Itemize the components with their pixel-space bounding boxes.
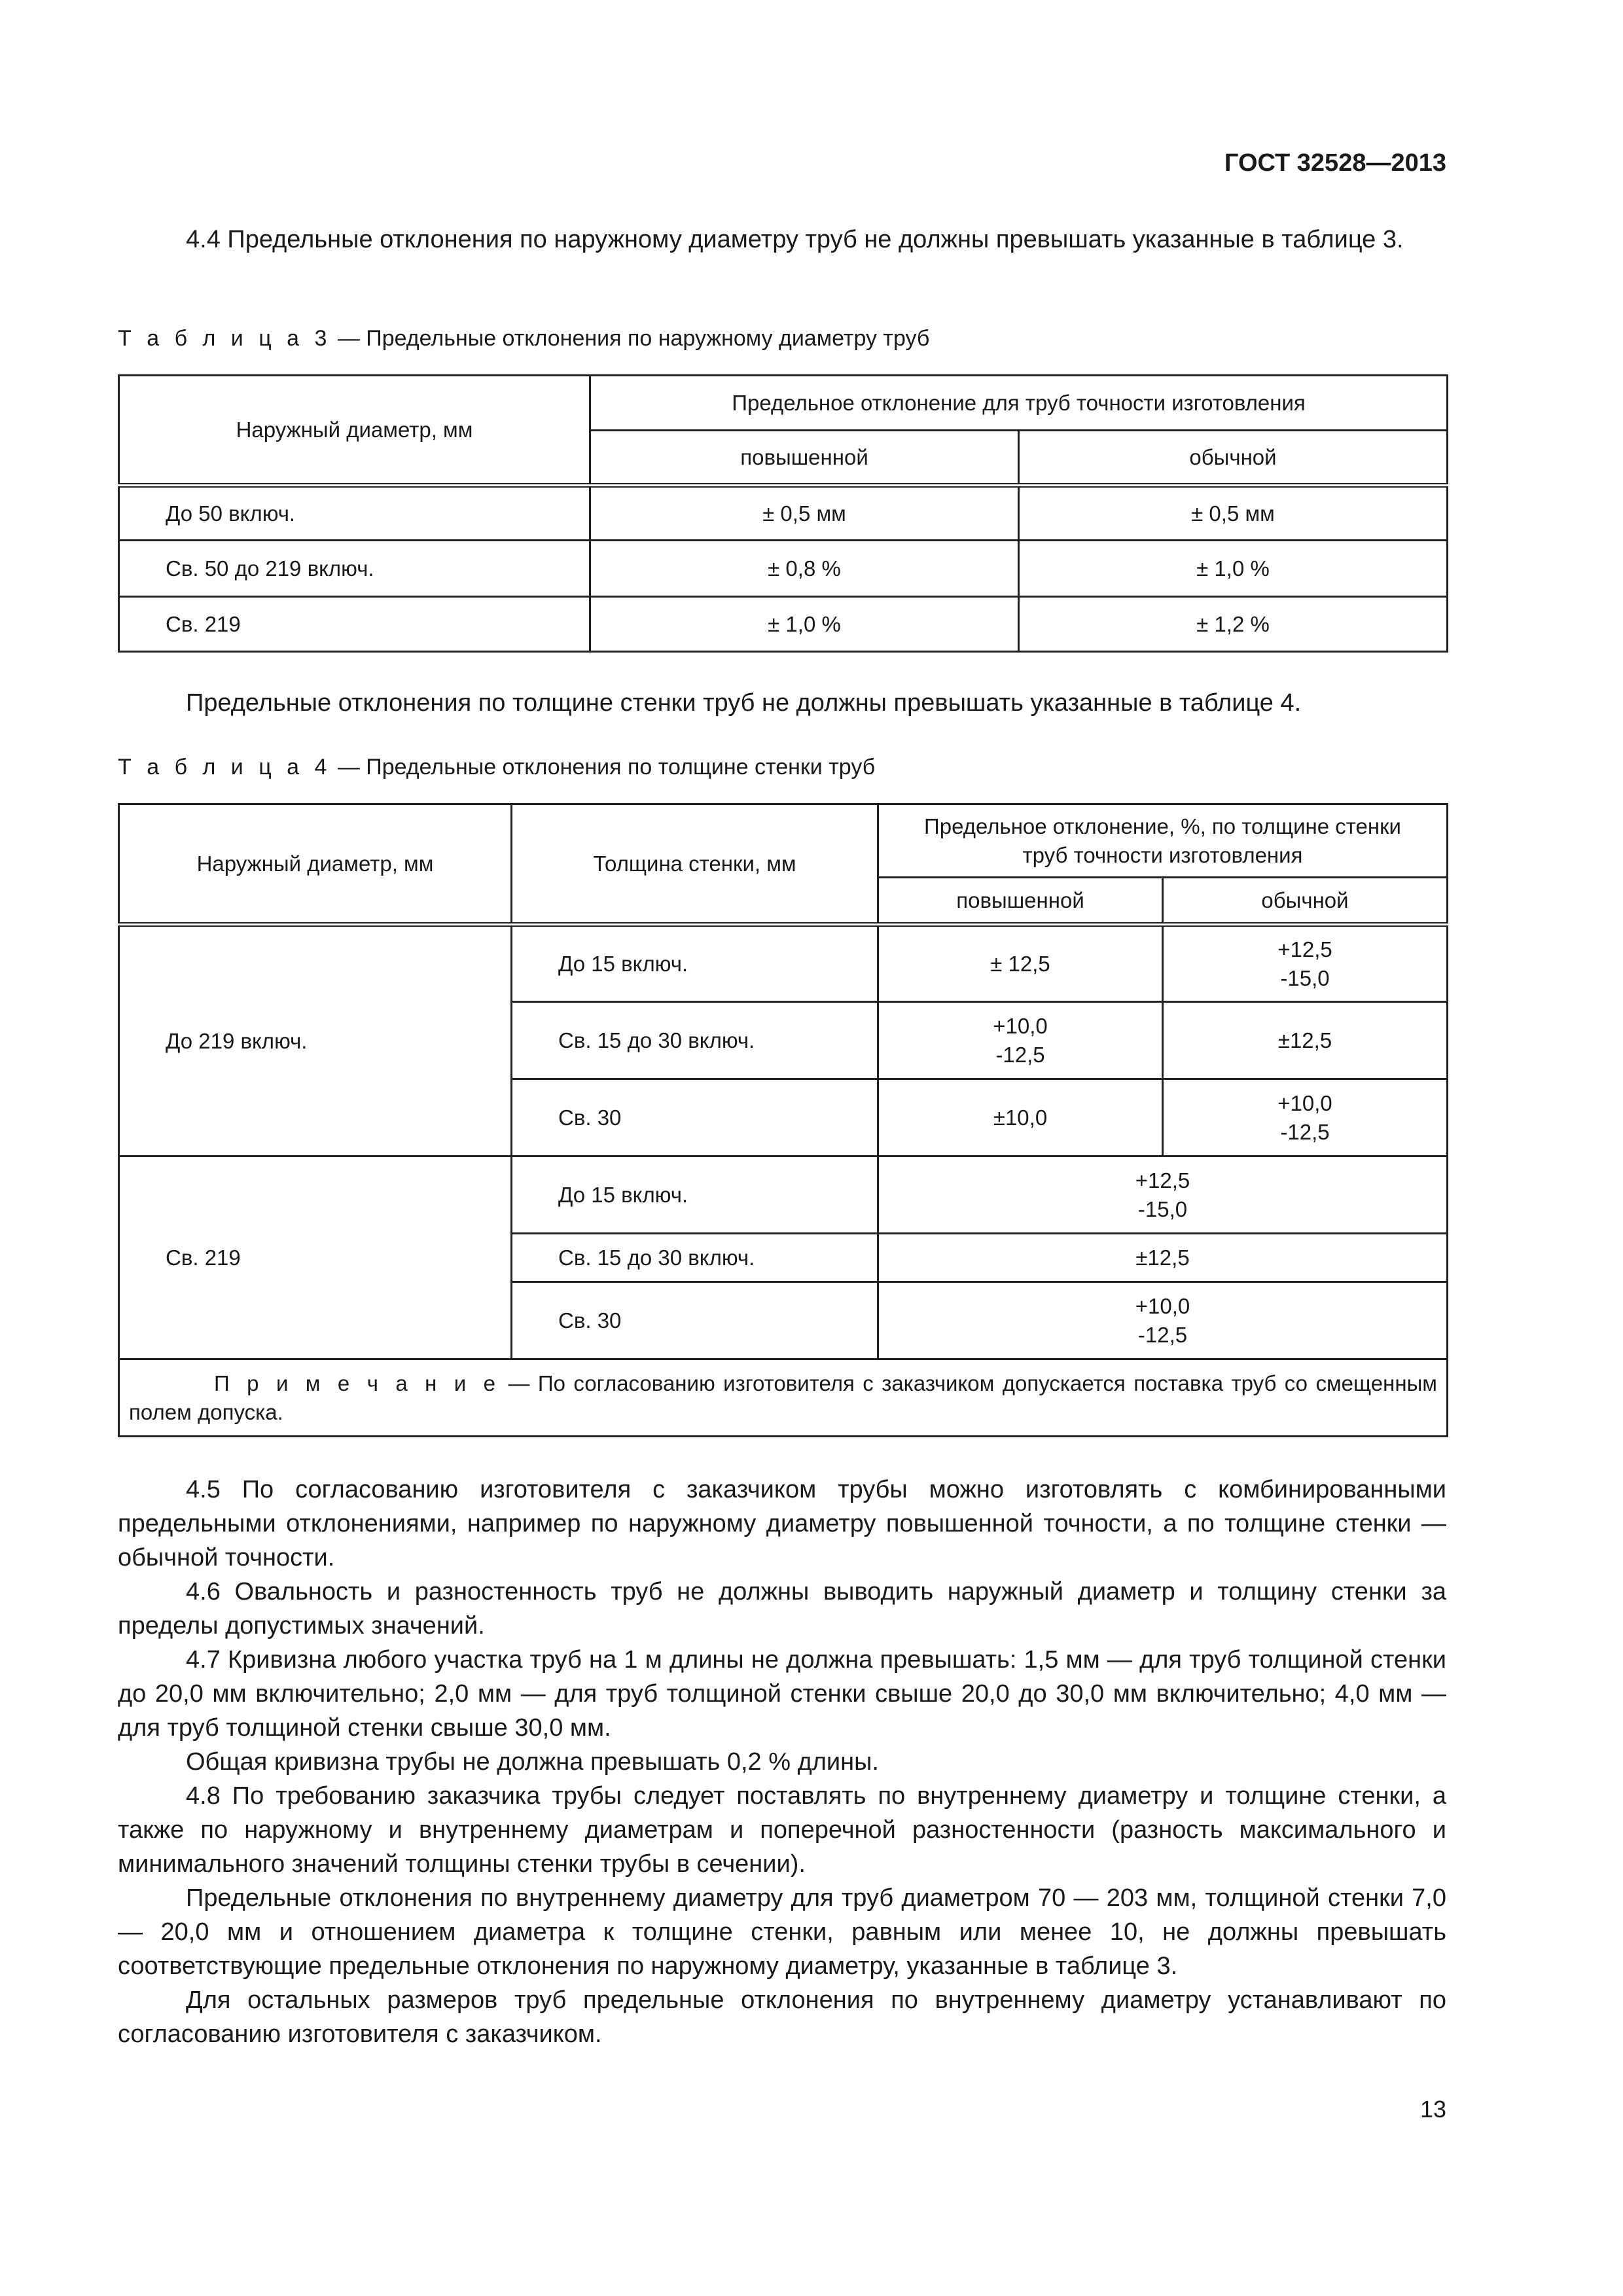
paragraph-4-6: 4.6 Овальность и разностенность труб не должны выводить наружный диаметр и толщину стенки за пределы допустимых значений. (118, 1578, 1446, 1640)
table-4 (118, 803, 1446, 1437)
t4-header-wall: Толщина стенки, мм (512, 804, 878, 925)
paragraph-4-7-total: Общая кривизна трубы не должна превышать 0,2 % длины. (186, 1748, 879, 1776)
t4-cell-wall: До 15 включ. (512, 1157, 878, 1234)
t3-cell-high: ± 0,8 % (590, 541, 1019, 597)
paragraph-wall: Предельные отклонения по толщине стенки труб не должны превышать указанные в таблице 4. (186, 689, 1302, 717)
table-note (119, 1359, 1448, 1437)
t3-cell-normal: ± 0,5 мм (1019, 486, 1448, 541)
paragraph-4-8-other: Для остальных размеров труб предельные отклонения по внутреннему диаметру устанавливают по согласованию изготовителя с заказчиком. (118, 1986, 1446, 2048)
paragraph-4-8: 4.8 По требованию заказчика трубы следует поставлять по внутреннему диаметру и толщине стенки, а также по наружному и внутреннему диаметрам и поперечной разностенности (разность максимального и минимального значений толщины стенки трубы в сечении). (118, 1782, 1446, 1878)
paragraph-4-8-inner: Предельные отклонения по внутреннему диаметру для труб диаметром 70 — 203 мм, толщиной стенки 7,0 — 20,0 мм и отношением диаметра к толщине стенки, равным или менее 10, не должны превышать соответствующие предельные отклонения по наружному диаметру, указанные в таблице 3. (118, 1884, 1446, 1980)
t3-header-normal: обычной (1019, 431, 1448, 486)
t4-cell-wall: До 15 включ. (512, 925, 878, 1002)
table-row (119, 925, 1448, 1002)
table-row (119, 486, 1448, 541)
table-4-title: — Предельные отклонения по толщине стенки труб (331, 755, 876, 780)
t3-cell-diameter: Св. 219 (119, 597, 590, 652)
t3-cell-normal: ± 1,0 % (1019, 541, 1448, 597)
table-4-caption (118, 753, 1446, 781)
t4-header-normal: обычной (1163, 878, 1448, 925)
t4-group2-diameter: Св. 219 (119, 1157, 512, 1359)
table-3-title: — Предельные отклонения по наружному диаметру труб (331, 326, 930, 351)
note-label: П р и м е ч а н и е (214, 1371, 501, 1395)
t4-cell-wall: Св. 15 до 30 включ. (512, 1234, 878, 1282)
wall-intro (118, 686, 1446, 720)
t4-cell-normal: +10,0 -12,5 (1163, 1079, 1448, 1157)
paragraph-4-7: 4.7 Кривизна любого участка труб на 1 м длины не должна превышать: 1,5 мм — для труб толщиной стенки до 20,0 мм включительно; 2,0 мм — для труб толщиной стенки свыше 20,0 до 30,0 мм включительно; 4,0 мм — для труб толщиной стенки свыше 30,0 мм. (118, 1646, 1446, 1742)
t4-cell-wall: Св. 30 (512, 1079, 878, 1157)
t4-cell-high: ± 12,5 (878, 925, 1163, 1002)
table-3-label: Т а б л и ц а 3 (118, 326, 332, 351)
note-text: — По согласованию изготовителя с заказчиком допускается поставка труб со смещенным полем допуска. (129, 1371, 1437, 1424)
paragraph-4-4: 4.4 Предельные отклонения по наружному диаметру труб не должны превышать указанные в таблице 3. (186, 226, 1404, 253)
table-row (119, 541, 1448, 597)
t3-header-diameter: Наружный диаметр, мм (119, 376, 590, 486)
table-4-label: Т а б л и ц а 4 (118, 755, 332, 780)
t3-cell-diameter: Св. 50 до 219 включ. (119, 541, 590, 597)
document-page (118, 0, 1446, 2296)
t4-cell-both: +12,5 -15,0 (878, 1157, 1448, 1234)
t4-cell-both: ±12,5 (878, 1234, 1448, 1282)
table-3-caption (118, 324, 1446, 353)
t3-cell-high: ± 1,0 % (590, 597, 1019, 652)
t4-header-high: повышенной (878, 878, 1163, 925)
page-number: 13 (1419, 2096, 1446, 2123)
t3-cell-diameter: До 50 включ. (119, 486, 590, 541)
t4-cell-high: ±10,0 (878, 1079, 1163, 1157)
t3-header-deviation: Предельное отклонение для труб точности изготовления (590, 376, 1448, 431)
t4-cell-normal: ±12,5 (1163, 1002, 1448, 1079)
t4-cell-normal: +12,5 -15,0 (1163, 925, 1448, 1002)
t4-cell-both: +10,0 -12,5 (878, 1282, 1448, 1359)
table-row (119, 1157, 1448, 1234)
t4-header-diameter: Наружный диаметр, мм (119, 804, 512, 925)
t4-header-deviation: Предельное отклонение, %, по толщине стенки труб точности изготовления (878, 804, 1448, 878)
t4-cell-wall: Св. 15 до 30 включ. (512, 1002, 878, 1079)
t3-cell-normal: ± 1,2 % (1019, 597, 1448, 652)
t3-cell-high: ± 0,5 мм (590, 486, 1019, 541)
table-3 (118, 374, 1446, 653)
t4-cell-wall: Св. 30 (512, 1282, 878, 1359)
t4-group1-diameter: До 219 включ. (119, 925, 512, 1157)
main-text (118, 1473, 1446, 2051)
paragraph-4-5: 4.5 По согласованию изготовителя с заказчиком трубы можно изготовлять с комбинированными предельными отклонениями, например по наружному диаметру повышенной точности, а по толщине стенки — обычной точности. (118, 1476, 1446, 1571)
t3-header-high: повышенной (590, 431, 1019, 486)
document-code: ГОСТ 32528—2013 (1224, 149, 1446, 177)
table-note-row (119, 1359, 1448, 1437)
section-4-4 (118, 223, 1446, 257)
table-row (119, 597, 1448, 652)
t4-cell-high: +10,0 -12,5 (878, 1002, 1163, 1079)
